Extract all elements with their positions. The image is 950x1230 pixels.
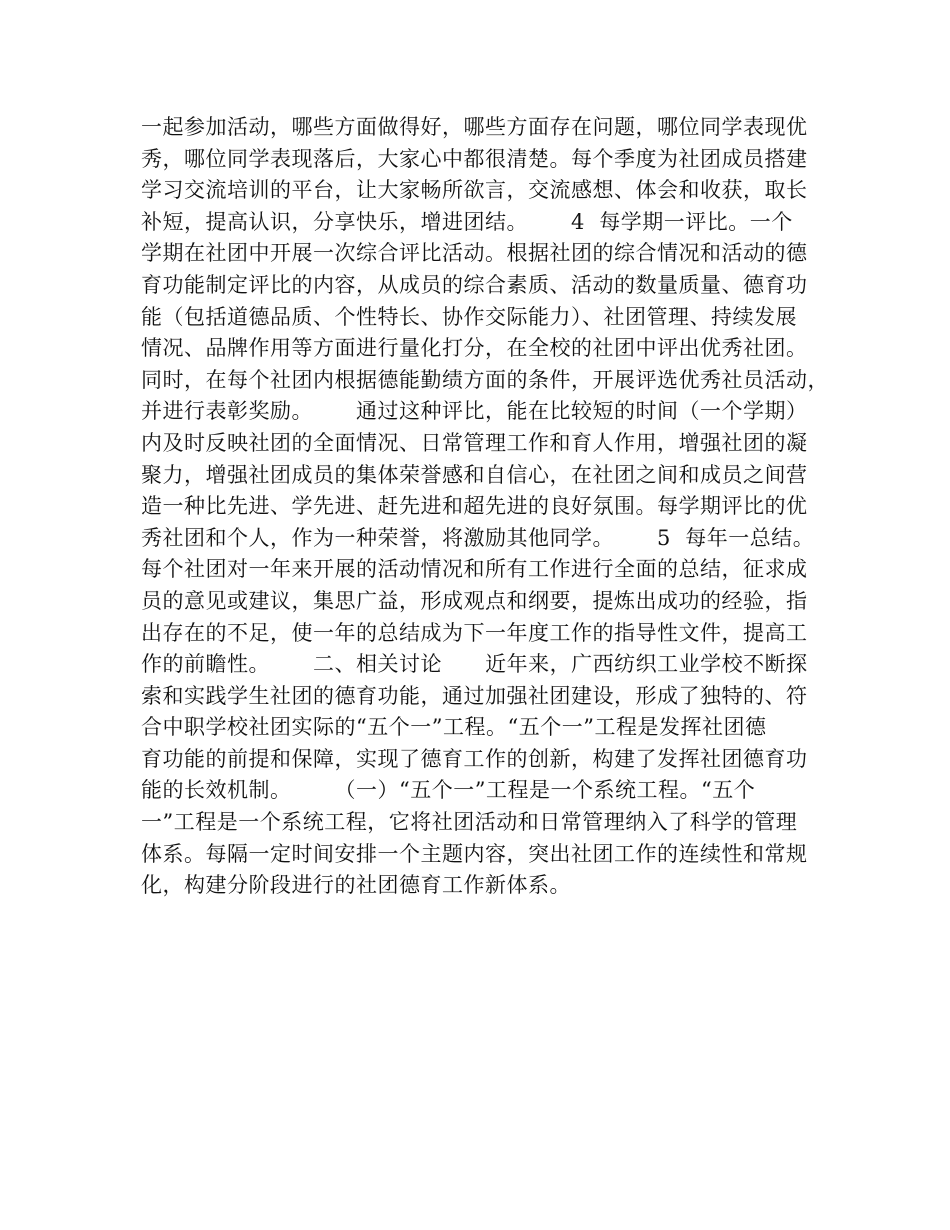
text-line: 员的意见或建议，集思广益，形成观点和纲要，提炼出成功的经验，指 [141,588,808,613]
body-text [141,112,841,902]
text-line: 造一种比先进、学先进、赶先进和超先进的良好氛围。每学期评比的优 [141,494,808,519]
text-line: 并进行表彰奖励。 通过这种评比，能在比较短的时间（一个学期） [141,399,808,424]
text-line: 聚力，增强社团成员的集体荣誉感和自信心，在社团之间和成员之间营 [141,462,808,487]
text-line: 化，构建分阶段进行的社团德育工作新体系。 [141,873,571,898]
text-line: 秀，哪位同学表现落后，大家心中都很清楚。每个季度为社团成员搭建 [141,146,808,171]
text-line: 出存在的不足，使一年的总结成为下一年度工作的指导性文件，提高工 [141,620,808,645]
text-line: 情况、品牌作用等方面进行量化打分，在全校的社团中评出优秀社团。 [141,336,808,361]
text-line: 合中职学校社团实际的“五个一”工程。“五个一”工程是发挥社团德 [141,715,767,740]
text-line: 索和实践学生社团的德育功能，通过加强社团建设，形成了独特的、符 [141,683,808,708]
text-line: 一”工程是一个系统工程，它将社团活动和日常管理纳入了科学的管理 [141,810,798,835]
text-line: 学期在社团中开展一次综合评比活动。根据社团的综合情况和活动的德 [141,241,808,266]
text-line: 能（包括道德品质、个性特长、协作交际能力）、社团管理、持续发展 [141,304,797,329]
text-line: 秀社团和个人，作为一种荣誉，将激励其他同学。 5 每年一总结。 [141,525,815,550]
text-line: 能的长效机制。 （一）“五个一”工程是一个系统工程。“五个 [141,778,756,803]
text-line: 育功能的前提和保障，实现了德育工作的创新，构建了发挥社团德育功 [141,746,808,771]
text-line: 内及时反映社团的全面情况、日常管理工作和育人作用，增强社团的凝 [141,430,808,455]
text-line: 育功能制定评比的内容，从成员的综合素质、活动的数量质量、德育功 [141,272,808,297]
text-line: 每个社团对一年来开展的活动情况和所有工作进行全面的总结，征求成 [141,557,808,582]
text-line: 一起参加活动，哪些方面做得好，哪些方面存在问题，哪位同学表现优 [141,115,808,139]
text-line: 补短，提高认识，分享快乐，增进团结。 4 每学期一评比。一个 [141,209,793,234]
text-line: 作的前瞻性。 二、相关讨论 近年来，广西纺织工业学校不断探 [141,652,808,677]
text-line: 体系。每隔一定时间安排一个主题内容，突出社团工作的连续性和常规 [141,841,808,866]
text-line: 学习交流培训的平台，让大家畅所欲言，交流感想、体会和收获，取长 [141,178,808,203]
text-line: 同时，在每个社团内根据德能勤绩方面的条件，开展评选优秀社员活动， [141,367,829,392]
